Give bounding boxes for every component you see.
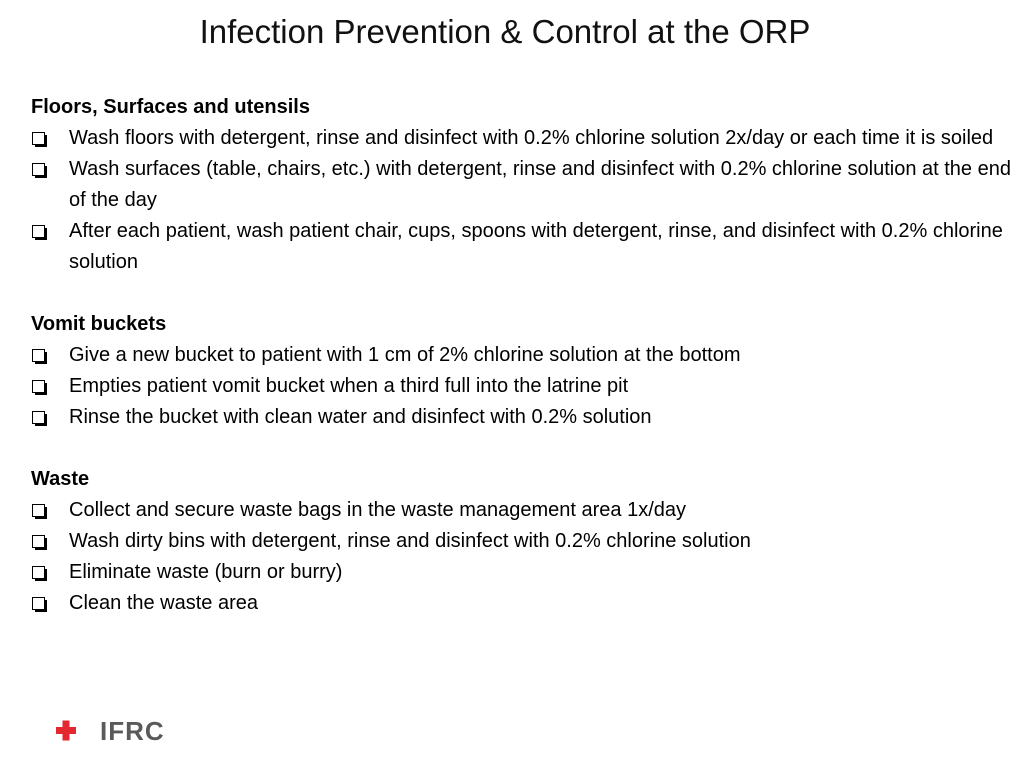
red-cross-crescent-icon xyxy=(54,716,98,746)
section-waste xyxy=(31,464,1016,619)
checklist-item-text: Empties patient vomit bucket when a third full into the latrine pit xyxy=(69,375,629,397)
slide-title: Infection Prevention & Control at the ORP xyxy=(199,13,811,50)
checkbox-icon xyxy=(32,504,45,517)
ifrc-logo-text: IFRC xyxy=(100,716,165,746)
checklist-item xyxy=(31,588,1016,619)
checkbox-icon xyxy=(32,163,45,176)
checkbox-icon xyxy=(32,535,45,548)
checkbox-icon xyxy=(32,349,45,362)
checklist-item-text: Wash floors with detergent, rinse and disinfect with 0.2% chlorine solution 2x/day or each time it is soiled xyxy=(69,127,994,149)
checklist-item-text: Rinse the bucket with clean water and disinfect with 0.2% solution xyxy=(69,406,652,428)
checklist-item-text: Eliminate waste (burn or burry) xyxy=(69,561,343,583)
checklist-item xyxy=(31,371,1016,402)
checkbox-icon xyxy=(32,566,45,579)
checkbox-icon xyxy=(32,597,45,610)
checklist-item xyxy=(31,495,1016,526)
checklist-item xyxy=(31,154,1016,216)
section-floors-surfaces-utensils xyxy=(31,92,1016,278)
checklist-item-text: Collect and secure waste bags in the waste management area 1x/day xyxy=(69,499,687,521)
checklist-item xyxy=(31,557,1016,588)
slide-content xyxy=(31,92,1016,650)
section-heading: Waste xyxy=(31,468,90,490)
checklist-item-text: Wash dirty bins with detergent, rinse and disinfect with 0.2% chlorine solution xyxy=(69,530,751,552)
checklist-item xyxy=(31,216,1016,278)
checkbox-icon xyxy=(32,380,45,393)
checklist-item-text: After each patient, wash patient chair, cups, spoons with detergent, rinse, and disinfect with 0.2% chlorine solution xyxy=(69,220,1003,273)
checklist-item xyxy=(31,340,1016,371)
checklist-item xyxy=(31,526,1016,557)
checklist-item-text: Give a new bucket to patient with 1 cm of 2% chlorine solution at the bottom xyxy=(69,344,741,366)
checkbox-icon xyxy=(32,411,45,424)
ifrc-logo xyxy=(54,716,165,746)
checklist-item-text: Clean the waste area xyxy=(69,592,259,614)
checkbox-icon xyxy=(32,225,45,238)
checklist-item-text: Wash surfaces (table, chairs, etc.) with detergent, rinse and disinfect with 0.2% chlorine solution at the end of the day xyxy=(69,158,1011,211)
section-heading: Vomit buckets xyxy=(31,313,167,335)
checklist-item xyxy=(31,123,1016,154)
checklist-item xyxy=(31,402,1016,433)
section-heading: Floors, Surfaces and utensils xyxy=(31,96,310,118)
section-vomit-buckets xyxy=(31,309,1016,433)
checkbox-icon xyxy=(32,132,45,145)
